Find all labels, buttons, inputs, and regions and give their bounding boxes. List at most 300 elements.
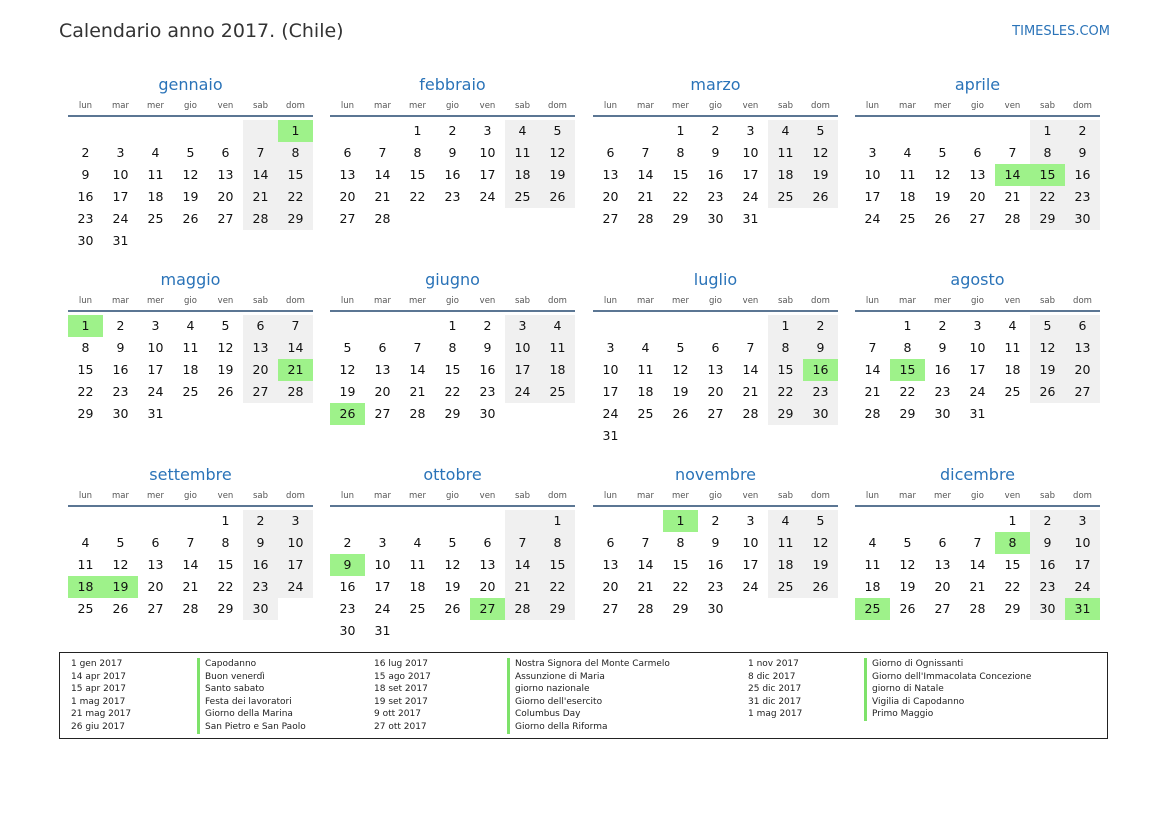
day-cell: 23 <box>112 384 129 399</box>
day-cell: 15 <box>1004 557 1021 572</box>
weekday-header <box>68 100 313 113</box>
day-grid <box>68 315 313 425</box>
day-cell: 3 <box>505 315 540 337</box>
day-cell: 11 <box>768 142 803 164</box>
day-cell: 17 <box>864 189 881 204</box>
day-grid <box>593 510 838 620</box>
day-cell: 6 <box>221 145 230 160</box>
day-cell: 29 <box>672 211 689 226</box>
day-cell: 30 <box>112 406 129 421</box>
legend-holiday-name: Primo Maggio <box>864 708 1031 721</box>
legend-date: 26 giu 2017 <box>71 721 125 732</box>
month-name: ottobre <box>423 465 482 484</box>
day-cell: 7 <box>186 535 195 550</box>
day-cell: 14 <box>637 557 654 572</box>
day-cell: 12 <box>672 362 689 377</box>
weekday-label: sab <box>777 101 794 111</box>
weekday-label: dom <box>286 296 305 306</box>
day-cell: 2 <box>938 318 947 333</box>
header-rule <box>330 310 575 312</box>
month-name: novembre <box>674 465 757 484</box>
legend-holiday-name: Nostra Signora del Monte Carmelo <box>507 658 670 671</box>
legend-holiday-name: giorno nazionale <box>507 683 670 696</box>
weekday-label: mer <box>146 101 164 111</box>
day-cell: 3 <box>606 340 615 355</box>
weekday-label: mer <box>408 296 426 306</box>
legend-date: 31 dic 2017 <box>748 696 802 707</box>
day-cell: 29 <box>1004 601 1021 616</box>
day-cell: 4 <box>1008 318 1017 333</box>
day-cell: 13 <box>479 557 496 572</box>
weekday-label: ven <box>1004 491 1021 501</box>
day-cell: 27 <box>147 601 164 616</box>
legend-holiday-name: Giorno dell'esercito <box>507 696 670 709</box>
weekday-label: ven <box>217 491 234 501</box>
day-cell: 27 <box>339 211 356 226</box>
day-cell: 4 <box>868 535 877 550</box>
empty-cell <box>960 120 995 142</box>
day-cell: 13 <box>602 167 619 182</box>
day-cell: 22 <box>540 576 575 598</box>
day-cell: 13 <box>707 362 724 377</box>
holiday-day-cell: 16 <box>803 359 838 381</box>
day-cell: 9 <box>81 167 90 182</box>
day-cell: 18 <box>864 579 881 594</box>
empty-cell <box>855 120 890 142</box>
empty-cell <box>505 510 540 532</box>
day-cell: 14 <box>742 362 759 377</box>
day-cell: 17 <box>147 362 164 377</box>
legend-holiday-name: Buon venerdì <box>197 671 306 684</box>
legend-date: 9 ott 2017 <box>374 709 421 720</box>
day-cell: 24 <box>505 381 540 403</box>
weekday-label: sab <box>1039 296 1056 306</box>
day-grid <box>593 315 838 447</box>
day-cell: 19 <box>899 579 916 594</box>
day-cell: 8 <box>221 535 230 550</box>
day-cell: 5 <box>803 510 838 532</box>
day-cell: 18 <box>768 554 803 576</box>
day-grid <box>855 120 1100 230</box>
day-cell: 18 <box>637 384 654 399</box>
day-cell: 20 <box>217 189 234 204</box>
day-grid <box>68 120 313 252</box>
legend-holiday-name: Giorno dell'Immacolata Concezione <box>864 671 1031 684</box>
day-cell: 14 <box>243 164 278 186</box>
holiday-day-cell: 27 <box>470 598 505 620</box>
day-cell: 6 <box>973 145 982 160</box>
day-cell: 6 <box>711 340 720 355</box>
day-cell: 29 <box>278 208 313 230</box>
page-title: Calendario anno 2017. (Chile) <box>59 20 344 42</box>
day-cell: 30 <box>707 211 724 226</box>
day-cell: 23 <box>1030 576 1065 598</box>
day-cell: 27 <box>374 406 391 421</box>
day-cell: 9 <box>483 340 492 355</box>
day-cell: 14 <box>505 554 540 576</box>
day-cell: 12 <box>1030 337 1065 359</box>
day-grid <box>330 510 575 642</box>
day-cell: 11 <box>77 557 94 572</box>
weekday-label: ven <box>1004 101 1021 111</box>
day-cell: 13 <box>217 167 234 182</box>
day-cell: 5 <box>448 535 457 550</box>
month-luglio <box>593 265 838 447</box>
legend-dates-column <box>71 658 131 734</box>
month-giugno <box>330 265 575 425</box>
day-cell: 18 <box>899 189 916 204</box>
weekday-label: lun <box>340 491 355 501</box>
legend-holiday-name: Giorno di Ognissanti <box>864 658 1031 671</box>
day-cell: 11 <box>1004 340 1021 355</box>
legend-holiday-name: Vigilia di Capodanno <box>864 696 1031 709</box>
day-cell: 1 <box>1008 513 1017 528</box>
day-cell: 10 <box>479 145 496 160</box>
day-cell: 1 <box>1030 120 1065 142</box>
weekday-label: lun <box>78 296 93 306</box>
holiday-day-cell: 18 <box>68 576 103 598</box>
day-cell: 31 <box>742 211 759 226</box>
day-cell: 23 <box>707 579 724 594</box>
day-cell: 25 <box>147 211 164 226</box>
weekday-label: mer <box>408 101 426 111</box>
weekday-label: ven <box>479 296 496 306</box>
empty-cell <box>628 120 663 142</box>
day-cell: 5 <box>903 535 912 550</box>
day-cell: 22 <box>77 384 94 399</box>
month-name: aprile <box>954 75 1001 94</box>
day-cell: 14 <box>637 167 654 182</box>
day-cell: 2 <box>343 535 352 550</box>
day-cell: 24 <box>742 189 759 204</box>
month-name: settembre <box>149 465 232 484</box>
day-cell: 11 <box>182 340 199 355</box>
day-cell: 9 <box>803 337 838 359</box>
month-name: maggio <box>160 270 221 289</box>
day-cell: 8 <box>903 340 912 355</box>
weekday-label: ven <box>217 296 234 306</box>
weekday-label: ven <box>479 491 496 501</box>
day-cell: 16 <box>934 362 951 377</box>
legend-holiday-name: Festa dei lavoratori <box>197 696 306 709</box>
weekday-label: sab <box>1039 101 1056 111</box>
header-rule <box>855 115 1100 117</box>
day-cell: 26 <box>899 601 916 616</box>
holiday-legend <box>59 652 1108 739</box>
day-cell: 4 <box>413 535 422 550</box>
weekday-label: lun <box>603 491 618 501</box>
weekday-label: ven <box>742 491 759 501</box>
day-cell: 30 <box>707 601 724 616</box>
legend-date: 21 mag 2017 <box>71 709 132 720</box>
weekday-label: dom <box>548 101 567 111</box>
empty-cell <box>365 510 400 532</box>
weekday-label: ven <box>479 101 496 111</box>
header-rule <box>68 505 313 507</box>
day-cell: 3 <box>278 510 313 532</box>
day-cell: 30 <box>1065 208 1100 230</box>
day-cell: 31 <box>374 623 391 638</box>
day-cell: 9 <box>1030 532 1065 554</box>
legend-names-column <box>507 658 670 734</box>
day-cell: 31 <box>112 233 129 248</box>
weekday-label: lun <box>340 101 355 111</box>
day-cell: 26 <box>182 211 199 226</box>
header-rule <box>593 310 838 312</box>
day-cell: 21 <box>637 579 654 594</box>
day-cell: 22 <box>899 384 916 399</box>
legend-date: 14 apr 2017 <box>71 671 127 682</box>
day-cell: 9 <box>938 340 947 355</box>
day-cell: 6 <box>606 535 615 550</box>
empty-cell <box>400 315 435 337</box>
empty-cell <box>628 315 663 337</box>
day-cell: 11 <box>505 142 540 164</box>
day-cell: 12 <box>803 142 838 164</box>
header-rule <box>68 115 313 117</box>
header-rule <box>855 310 1100 312</box>
weekday-label: gio <box>446 101 459 111</box>
weekday-label: dom <box>811 101 830 111</box>
day-cell: 18 <box>1004 362 1021 377</box>
weekday-label: lun <box>603 296 618 306</box>
day-cell: 1 <box>903 318 912 333</box>
month-gennaio <box>68 70 313 252</box>
day-cell: 6 <box>243 315 278 337</box>
day-cell: 10 <box>505 337 540 359</box>
empty-cell <box>855 315 890 337</box>
empty-cell <box>365 120 400 142</box>
day-cell: 17 <box>602 384 619 399</box>
day-cell: 13 <box>147 557 164 572</box>
empty-cell <box>400 510 435 532</box>
day-cell: 20 <box>243 359 278 381</box>
day-grid <box>330 315 575 425</box>
weekday-label: lun <box>78 101 93 111</box>
day-cell: 14 <box>374 167 391 182</box>
day-cell: 2 <box>1030 510 1065 532</box>
day-cell: 26 <box>672 406 689 421</box>
day-cell: 28 <box>182 601 199 616</box>
day-cell: 29 <box>444 406 461 421</box>
empty-cell <box>103 510 138 532</box>
day-cell: 27 <box>217 211 234 226</box>
day-cell: 19 <box>444 579 461 594</box>
day-cell: 14 <box>278 337 313 359</box>
weekday-label: mer <box>146 296 164 306</box>
day-cell: 22 <box>444 384 461 399</box>
day-cell: 23 <box>934 384 951 399</box>
weekday-label: dom <box>548 491 567 501</box>
day-cell: 22 <box>278 186 313 208</box>
day-cell: 17 <box>505 359 540 381</box>
header-rule <box>330 505 575 507</box>
day-cell: 9 <box>711 535 720 550</box>
legend-holiday-name: Capodanno <box>197 658 306 671</box>
day-cell: 16 <box>1065 164 1100 186</box>
day-cell: 20 <box>602 579 619 594</box>
holiday-day-cell: 1 <box>278 120 313 142</box>
holiday-day-cell: 21 <box>278 359 313 381</box>
day-cell: 3 <box>116 145 125 160</box>
weekday-label: gio <box>971 296 984 306</box>
header-rule <box>330 115 575 117</box>
day-cell: 19 <box>803 164 838 186</box>
day-cell: 25 <box>899 211 916 226</box>
weekday-label: mar <box>637 101 654 111</box>
day-cell: 20 <box>934 579 951 594</box>
holiday-day-cell: 9 <box>330 554 365 576</box>
day-cell: 19 <box>934 189 951 204</box>
day-cell: 2 <box>1065 120 1100 142</box>
day-cell: 21 <box>969 579 986 594</box>
day-cell: 7 <box>746 340 755 355</box>
weekday-label: gio <box>709 101 722 111</box>
legend-date: 15 ago 2017 <box>374 671 431 682</box>
empty-cell <box>855 510 890 532</box>
weekday-label: ven <box>742 296 759 306</box>
weekday-label: mer <box>146 491 164 501</box>
empty-cell <box>208 120 243 142</box>
day-cell: 5 <box>540 120 575 142</box>
day-cell: 19 <box>672 384 689 399</box>
day-cell: 20 <box>969 189 986 204</box>
day-cell: 19 <box>182 189 199 204</box>
day-cell: 31 <box>602 428 619 443</box>
legend-date: 1 mag 2017 <box>748 709 803 720</box>
weekday-header <box>330 100 575 113</box>
day-cell: 27 <box>243 381 278 403</box>
day-cell: 6 <box>343 145 352 160</box>
day-cell: 29 <box>540 598 575 620</box>
weekday-header <box>68 295 313 308</box>
day-cell: 28 <box>505 598 540 620</box>
day-cell: 7 <box>505 532 540 554</box>
day-cell: 16 <box>112 362 129 377</box>
weekday-label: sab <box>777 296 794 306</box>
day-cell: 30 <box>934 406 951 421</box>
day-cell: 10 <box>864 167 881 182</box>
day-cell: 23 <box>444 189 461 204</box>
weekday-label: gio <box>184 491 197 501</box>
day-cell: 22 <box>409 189 426 204</box>
day-cell: 17 <box>278 554 313 576</box>
empty-cell <box>960 510 995 532</box>
month-febbraio <box>330 70 575 230</box>
day-cell: 12 <box>217 340 234 355</box>
weekday-label: dom <box>1073 101 1092 111</box>
day-cell: 27 <box>602 601 619 616</box>
day-cell: 19 <box>1030 359 1065 381</box>
day-cell: 18 <box>409 579 426 594</box>
day-cell: 11 <box>768 532 803 554</box>
day-cell: 28 <box>969 601 986 616</box>
day-cell: 15 <box>77 362 94 377</box>
day-cell: 17 <box>374 579 391 594</box>
day-cell: 21 <box>409 384 426 399</box>
weekday-label: sab <box>252 491 269 501</box>
day-cell: 1 <box>676 123 685 138</box>
day-cell: 2 <box>483 318 492 333</box>
day-cell: 24 <box>864 211 881 226</box>
month-name: marzo <box>690 75 741 94</box>
holiday-day-cell: 25 <box>855 598 890 620</box>
legend-date: 25 dic 2017 <box>748 684 802 695</box>
day-cell: 27 <box>707 406 724 421</box>
day-cell: 28 <box>637 601 654 616</box>
weekday-label: lun <box>865 296 880 306</box>
empty-cell <box>925 120 960 142</box>
holiday-day-cell: 19 <box>103 576 138 598</box>
weekday-label: sab <box>1039 491 1056 501</box>
empty-cell <box>68 120 103 142</box>
header-rule <box>593 115 838 117</box>
day-cell: 28 <box>374 211 391 226</box>
day-cell: 24 <box>602 406 619 421</box>
weekday-label: lun <box>340 296 355 306</box>
day-cell: 25 <box>409 601 426 616</box>
day-cell: 25 <box>768 576 803 598</box>
day-cell: 17 <box>742 167 759 182</box>
day-cell: 5 <box>803 120 838 142</box>
day-cell: 10 <box>742 535 759 550</box>
day-cell: 17 <box>1065 554 1100 576</box>
day-cell: 8 <box>676 535 685 550</box>
empty-cell <box>173 120 208 142</box>
day-cell: 20 <box>602 189 619 204</box>
day-cell: 16 <box>707 167 724 182</box>
day-cell: 26 <box>444 601 461 616</box>
empty-cell <box>243 120 278 142</box>
empty-cell <box>890 510 925 532</box>
weekday-header <box>855 295 1100 308</box>
empty-cell <box>330 315 365 337</box>
day-cell: 28 <box>742 406 759 421</box>
day-cell: 22 <box>672 189 689 204</box>
day-cell: 12 <box>444 557 461 572</box>
weekday-label: mar <box>374 296 391 306</box>
day-cell: 13 <box>969 167 986 182</box>
empty-cell <box>628 510 663 532</box>
weekday-label: sab <box>514 296 531 306</box>
month-name: agosto <box>950 270 1005 289</box>
day-cell: 18 <box>540 359 575 381</box>
site-link[interactable]: TIMESLES.COM <box>1012 24 1110 39</box>
day-cell: 13 <box>602 557 619 572</box>
holiday-day-cell: 14 <box>995 164 1030 186</box>
day-cell: 22 <box>1030 186 1065 208</box>
day-cell: 15 <box>540 554 575 576</box>
day-cell: 5 <box>938 145 947 160</box>
month-maggio <box>68 265 313 425</box>
day-cell: 24 <box>147 384 164 399</box>
weekday-header <box>330 295 575 308</box>
day-cell: 31 <box>969 406 986 421</box>
day-cell: 25 <box>768 186 803 208</box>
empty-cell <box>593 315 628 337</box>
weekday-label: mer <box>408 491 426 501</box>
day-cell: 24 <box>479 189 496 204</box>
month-settembre <box>68 460 313 620</box>
day-cell: 15 <box>768 359 803 381</box>
day-cell: 9 <box>711 145 720 160</box>
weekday-label: gio <box>446 296 459 306</box>
legend-date: 8 dic 2017 <box>748 671 796 682</box>
day-cell: 23 <box>803 381 838 403</box>
day-cell: 14 <box>409 362 426 377</box>
weekday-label: sab <box>514 101 531 111</box>
day-cell: 12 <box>182 167 199 182</box>
